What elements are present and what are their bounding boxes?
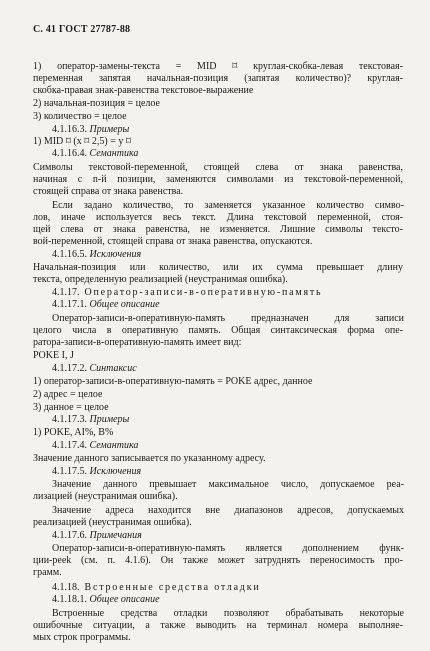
list-item: 3) количество = целое [33, 111, 127, 122]
section-heading: 4.1.16.4. Семантика [52, 148, 139, 159]
text-line: стоящей справа от знака равенства. [33, 186, 184, 197]
text-line: Оператор-записи-в-оперативную-память предназначен для записи [52, 313, 404, 324]
text-line: Значение данного превышает максимальное число, допускаемое реа- [52, 479, 404, 490]
text-line: реализацией (неустранимая ошибка). [33, 517, 192, 528]
list-item: 1) оператор-записи-в-оперативную-память = POKE адрес, данное [33, 376, 313, 387]
text-line: Встроенные средства отладки позволяют обрабатывать некоторые [52, 608, 404, 619]
text-line: Символы текстовой-переменной, стоящей слева от знака равенства, [33, 162, 403, 173]
text-line: грамм. [33, 567, 62, 578]
text-line: Значение адреса находится вне диапазонов адресов, допускаемых [52, 505, 404, 516]
section-heading: 4.1.17.3. Примеры [52, 414, 130, 425]
text-line: Оператор-записи-в-оперативную-память является дополнением функ- [52, 543, 404, 554]
text-line: Начальная-позиция или количество, или их сумма превышает длину [33, 262, 403, 273]
text-line: скобка-правая знак-равенства текстовое-выражение [33, 85, 254, 96]
text-line: вой-переменной, стоящей справа от знака равенства, опускаются. [33, 236, 313, 247]
text-line: Если задано количество, то заменяется указанное количество симво- [52, 200, 404, 211]
text-line: Значение данного записывается по указанному адресу. [33, 453, 266, 464]
section-heading: 4.1.18. Встроенные средства отладки [52, 582, 261, 593]
text-line: ошибочные ситуации, а также выводить на терминал номера выполняе- [33, 620, 403, 631]
text-line: целого числа в оперативную память. Общая синтаксическая форма опе- [33, 325, 403, 336]
text-line: ции-peek (см. п. 4.1.6). Он также может затруднять переносимость про- [33, 555, 403, 566]
page-header: С. 41 ГОСТ 27787-88 [33, 24, 131, 35]
section-heading: 4.1.17.2. Синтаксис [52, 363, 137, 374]
text-line: начиная с n-й позиции, заменяются символами из текстовой-переменной, [33, 174, 403, 185]
text-line: мых строк программы. [33, 632, 131, 643]
text-line: 1) оператор-замены-текста = MID ⌑ круглая-скобка-левая текстовая- [33, 61, 403, 72]
text-line: щей слева от знака равенства, не изменяется. Лишние символы тексто- [33, 224, 403, 235]
section-heading: 4.1.17.6. Примечания [52, 530, 142, 541]
section-heading: 4.1.17.5. Исключения [52, 466, 142, 477]
text-line: POKE I, J [33, 350, 74, 361]
text-line: лизацией (неустранимая ошибка). [33, 491, 178, 502]
section-heading: 4.1.17.4. Семантика [52, 440, 139, 451]
text-line: ратора-записи-в-оперативную-память имеет вид: [33, 337, 242, 348]
list-item: 1) POKE, AI%, B% [33, 427, 114, 438]
section-heading: 4.1.16.5. Исключения [52, 249, 142, 260]
list-item: 2) адрес = целое [33, 389, 103, 400]
list-item: 2) начальная-позиция = целое [33, 98, 160, 109]
text-line: текста, определенную реализацией (неустранимая ошибка). [33, 274, 288, 285]
section-heading: 4.1.18.1. Общее описание [52, 594, 160, 605]
section-heading: 4.1.17. Оператор-записи-в-оперативную-память [52, 287, 323, 298]
text-line: переменная запятая начальная-позиция (запятая количество)? круглая- [33, 73, 403, 84]
section-heading: 4.1.16.3. Примеры [52, 124, 130, 135]
text-line: лов, иначе используется весь текст. Длина текстовой переменной, стоя- [33, 212, 403, 223]
list-item: 1) MID ⌑ (x ⌑ 2,5) = y ⌑ [33, 136, 131, 147]
list-item: 3) данное = целое [33, 402, 109, 413]
section-heading: 4.1.17.1. Общее описание [52, 299, 160, 310]
